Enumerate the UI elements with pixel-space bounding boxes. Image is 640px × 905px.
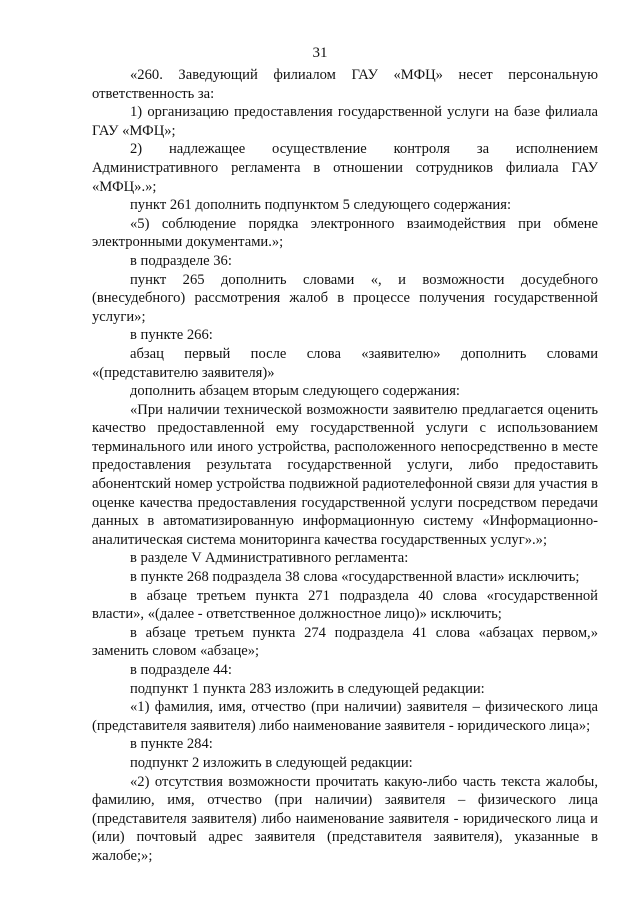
paragraph-quality-evaluation: «При наличии технической возможности заявителю предлагается оценить качество предоставленной ему государственной услуги с использованием терминального или иного устройства, расположенного непосредственно в месте предоставления результата государственной услуги, либо предоставить абонентский номер устройства подвижной радиотелефонной связи для участия в оценке качества предоставления государственной услуги посредством передачи данных в автоматизированную информационную систему «Информационно-аналитическая система мониторинга качества государственных услуг».»; (92, 401, 598, 548)
paragraph-point-284: в пункте 284: (130, 736, 213, 753)
paragraph-point-261: пункт 261 дополнить подпунктом 5 следующего содержания: (130, 197, 512, 214)
document-body (92, 66, 598, 866)
paragraph-point-268: в пункте 268 подраздела 38 слова «государственной власти» исключить; (130, 569, 580, 586)
paragraph-point-271: в абзаце третьем пункта 271 подраздела 40 слова «государственной власти», «(далее - ответственное должностное лицо)» исключить; (92, 587, 598, 623)
paragraph-subsection-36: в подразделе 36: (130, 252, 232, 269)
paragraph-item-2: 2) надлежащее осуществление контроля за исполнением Административного регламента в отношении сотрудников филиала ГАУ «МФЦ».»; (92, 141, 598, 195)
paragraph-point-265: пункт 265 дополнить словами «, и возможности досудебного (внесудебного) рассмотрения жалоб в процессе получения государственной услуги»; (92, 271, 598, 325)
paragraph-point-283: подпункт 1 пункта 283 изложить в следующей редакции: (130, 680, 485, 697)
paragraph-section-v: в разделе V Административного регламента: (130, 550, 409, 567)
paragraph-260: «260. Заведующий филиалом ГАУ «МФЦ» несет персональную ответственность за: (92, 67, 598, 102)
paragraph-subpoint-1-text: «1) фамилия, имя, отчество (при наличии) заявителя – физического лица (представителя заявителя) либо наименование заявителя - юридического лица»; (92, 699, 598, 734)
paragraph-subpoint-2-text: «2) отсутствия возможности прочитать какую-либо часть текста жалобы, фамилию, имя, отчество (при наличии) заявителя – физического лица (представителя заявителя) либо наименование заявителя - юридического лица и (или) почтовый адрес заявителя (представителя заявителя), указанные в жалобе;»; (92, 773, 598, 864)
paragraph-item-1: 1) организацию предоставления государственной услуги на базе филиала ГАУ «МФЦ»; (92, 104, 598, 139)
paragraph-point-274: в абзаце третьем пункта 274 подраздела 41 слова «абзацах первом,» заменить словом «абзаце»; (92, 624, 598, 660)
paragraph-subpoint-2: подпункт 2 изложить в следующей редакции: (130, 754, 413, 771)
paragraph-add-second-abzac: дополнить абзацем вторым следующего содержания: (130, 383, 460, 400)
paragraph-first-abzac: абзац первый после слова «заявителю» дополнить словами «(представителю заявителя)» (92, 345, 598, 381)
page-number: 31 (312, 45, 328, 61)
paragraph-subsection-44: в подразделе 44: (130, 662, 232, 678)
paragraph-subpoint-5: «5) соблюдение порядка электронного взаимодействия при обмене электронными документами.»; (92, 215, 598, 251)
paragraph-point-266: в пункте 266: (130, 327, 213, 344)
